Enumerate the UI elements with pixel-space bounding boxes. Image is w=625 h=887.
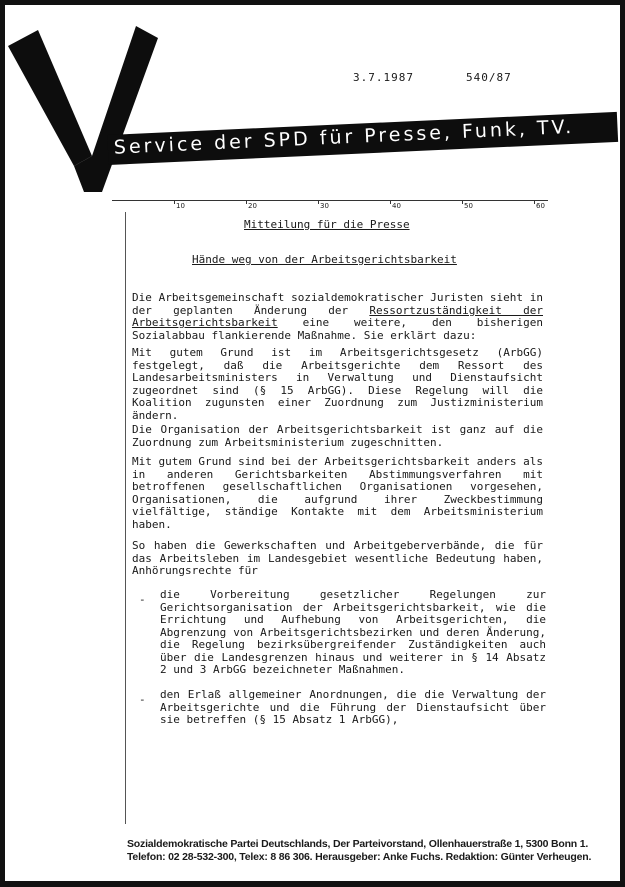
ruler-tick <box>246 200 247 204</box>
bullet-item: die Vorbereitung gesetzlicher Regelungen zur Gerichtsorganisation der Arbeitsgerichtsbarkeit, wie die Errichtung und Aufhebung von Arbeitsgerichten, die Abgrenzung von Arbeitsgerichtsbezirken und deren Änderung, die Regelung bezirksübergreifender Zuständigkeiten auch über die Landesgrenzen hinaus und weiterer in § 14 Absatz 2 und 3 ArbGG bezeichneter Maßnahmen. <box>160 588 546 676</box>
ruler-label: 40 <box>392 202 401 210</box>
ruler-tick <box>174 200 175 204</box>
service-banner <box>107 112 618 165</box>
paragraph <box>132 292 543 342</box>
bullet-item: den Erlaß allgemeiner Anordnungen, die die Verwaltung der Arbeitsgerichte und die Führung der Dienstaufsicht über sie betreffen (§ 15 Absatz 1 ArbGG), <box>160 688 546 726</box>
footer-contact: Telefon: 02 28-532-300, Telex: 8 86 306. Herausgeber: Anke Fuchs. Redaktion: Günter Verheugen. <box>127 851 592 863</box>
banner-text: Service der SPD für Presse, Funk, TV. <box>113 115 575 159</box>
ruler-label: 60 <box>536 202 545 210</box>
ruler-label: 10 <box>176 202 185 210</box>
ruler-tick <box>318 200 319 204</box>
release-number: 540/87 <box>466 71 512 84</box>
ruler-tick <box>534 200 535 204</box>
underlined-phrase: Ressortzuständigkeit der Arbeitsgerichtsbarkeit <box>132 303 543 329</box>
typewriter-ruler <box>112 200 548 214</box>
ruler-label: 50 <box>464 202 473 210</box>
press-release-title: Hände weg von der Arbeitsgerichtsbarkeit <box>192 253 457 266</box>
ruler-label: 20 <box>248 202 257 210</box>
page-border-right <box>620 0 625 887</box>
page-border-bottom <box>0 881 625 887</box>
release-date: 3.7.1987 <box>353 71 414 84</box>
press-release-heading: Mitteilung für die Presse <box>244 218 410 231</box>
paragraph: Die Organisation der Arbeitsgerichtsbarkeit ist ganz auf die Zuordnung zum Arbeitsministerium zugeschnitten. <box>132 423 543 449</box>
paragraph: So haben die Gewerkschaften und Arbeitgeberverbände, die für das Arbeitsleben im Landesgebiet wesentliche Bedeutung haben, Anhörungsrechte für <box>132 539 543 577</box>
ruler-line <box>112 200 548 201</box>
bullet-dash: - <box>139 593 146 606</box>
paragraph-text: eine weitere, den bisherigen Sozialabbau flankierende Maßnahme. Sie erklärt dazu: <box>132 316 543 342</box>
ruler-tick <box>390 200 391 204</box>
ruler-label: 30 <box>320 202 329 210</box>
page-border-left <box>0 0 5 887</box>
ruler-tick <box>462 200 463 204</box>
paragraph-text: Die Arbeitsgemeinschaft sozialdemokratischer Juristen sieht in der geplanten Änderung der <box>132 291 543 317</box>
margin-line <box>125 212 126 824</box>
bullet-dash: - <box>139 693 146 706</box>
footer-address: Sozialdemokratische Partei Deutschlands, Der Parteivorstand, Ollenhauerstraße 1, 5300 Bonn 1. <box>127 838 589 850</box>
paragraph: Mit gutem Grund sind bei der Arbeitsgerichtsbarkeit anders als in anderen Gerichtsbarkeiten Abstimmungsverfahren mit betroffenen gesellschaftlichen Organisationen vorgesehen, Organisationen, die aufgrund ihrer Zweckbestimmung vielfältige, ständige Kontakte mit dem Arbeitsministerium haben. <box>132 455 543 531</box>
page-border-top <box>0 0 625 5</box>
v-logo-icon <box>8 26 158 194</box>
paragraph: Mit gutem Grund ist im Arbeitsgerichtsgesetz (ArbGG) festgelegt, daß die Arbeitsgerichte dem Ressort des Landesarbeitsministers in Verwaltung und Dienstaufsicht zugeordnet sind (§ 15 ArbGG). Diese Regelung will die Koalition zugunsten einer Zuordnung zum Justizministerium ändern. <box>132 346 543 422</box>
